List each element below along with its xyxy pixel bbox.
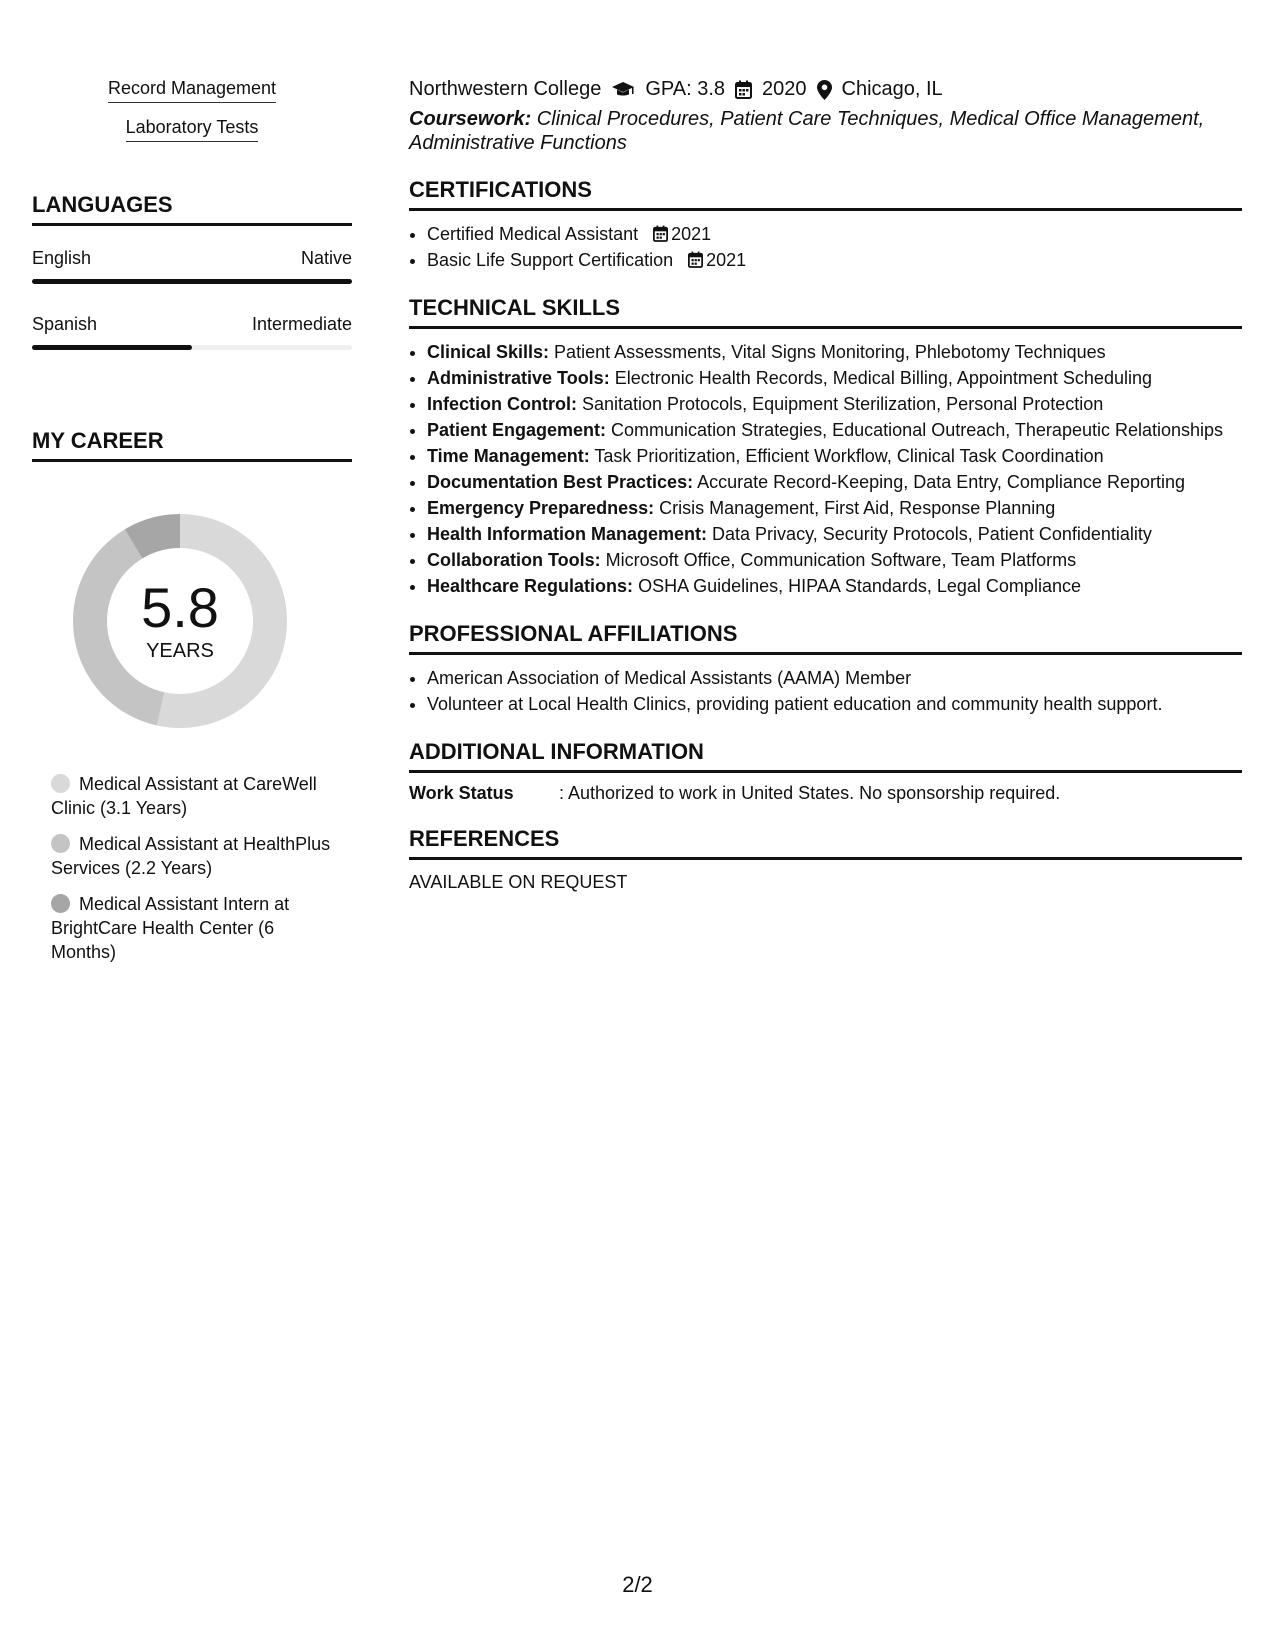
legend-item bbox=[51, 832, 336, 880]
additional-info-heading: ADDITIONAL INFORMATION bbox=[409, 739, 1242, 773]
skill-category: Emergency Preparedness: bbox=[427, 498, 655, 518]
certifications-heading: CERTIFICATIONS bbox=[409, 177, 1242, 211]
coursework-list: Clinical Procedures, Patient Care Techniques, Medical Office Management, Administrative Functions bbox=[409, 108, 1205, 154]
gpa: GPA: 3.8 bbox=[645, 78, 725, 100]
skill-item bbox=[427, 573, 1242, 599]
affiliations-list bbox=[409, 665, 1242, 717]
skill-details: Electronic Health Records, Medical Billing, Appointment Scheduling bbox=[609, 368, 1152, 388]
skill-item bbox=[427, 417, 1242, 443]
calendar-icon bbox=[688, 247, 703, 273]
skill-category: Collaboration Tools: bbox=[427, 550, 601, 570]
career-donut-chart bbox=[65, 506, 295, 736]
work-status-label: Work Status bbox=[409, 783, 514, 803]
location-pin-icon bbox=[817, 80, 832, 100]
skill-tag: Record Management bbox=[108, 78, 276, 103]
skill-tag: Laboratory Tests bbox=[126, 117, 259, 142]
language-proficiency-bar bbox=[32, 279, 352, 284]
page-number: 2/2 bbox=[622, 1572, 653, 1597]
legend-item bbox=[51, 892, 336, 964]
calendar-icon bbox=[735, 80, 752, 99]
skill-item bbox=[427, 339, 1242, 365]
skill-category: Health Information Management: bbox=[427, 524, 708, 544]
certification-year: 2021 bbox=[671, 224, 712, 244]
skill-category: Administrative Tools: bbox=[427, 368, 610, 388]
school-name: Northwestern College bbox=[409, 78, 602, 100]
certification-name: Basic Life Support Certification bbox=[427, 250, 674, 270]
education-line bbox=[409, 78, 1242, 101]
right-column bbox=[409, 78, 1242, 893]
work-status bbox=[409, 783, 1242, 804]
career-legend bbox=[51, 772, 336, 964]
skill-item bbox=[427, 469, 1242, 495]
legend-swatch bbox=[51, 894, 70, 913]
legend-item bbox=[51, 772, 336, 820]
skill-details: Data Privacy, Security Protocols, Patient Confidentiality bbox=[707, 524, 1152, 544]
skill-details: Microsoft Office, Communication Software, Team Platforms bbox=[600, 550, 1077, 570]
coursework bbox=[409, 107, 1242, 155]
skill-category: Infection Control: bbox=[427, 394, 577, 414]
references-heading: REFERENCES bbox=[409, 826, 1242, 860]
skill-item bbox=[427, 365, 1242, 391]
language-proficiency-bar bbox=[32, 345, 352, 350]
skill-category: Time Management: bbox=[427, 446, 590, 466]
certification-item bbox=[427, 221, 1242, 247]
graduation-cap-icon bbox=[611, 81, 635, 99]
technical-skills-heading: TECHNICAL SKILLS bbox=[409, 295, 1242, 329]
legend-swatch bbox=[51, 834, 70, 853]
references-text: AVAILABLE ON REQUEST bbox=[409, 872, 628, 892]
skill-details: Accurate Record-Keeping, Data Entry, Compliance Reporting bbox=[693, 472, 1185, 492]
language-proficiency-fill bbox=[32, 345, 192, 350]
language-level: Native bbox=[300, 248, 352, 268]
skill-details: OSHA Guidelines, HIPAA Standards, Legal Compliance bbox=[633, 576, 1081, 596]
language-item bbox=[32, 314, 352, 350]
career-heading: MY CAREER bbox=[32, 428, 352, 462]
certification-year: 2021 bbox=[706, 250, 747, 270]
school-location: Chicago, IL bbox=[841, 78, 943, 100]
language-level: Intermediate bbox=[251, 314, 352, 334]
affiliation-item: • American Association of Medical Assistants (AAMA) Member bbox=[427, 665, 1242, 691]
career-total-unit: YEARS bbox=[146, 640, 214, 662]
skill-item bbox=[427, 495, 1242, 521]
skill-category: Clinical Skills: bbox=[427, 342, 550, 362]
certification-name: Certified Medical Assistant bbox=[427, 224, 639, 244]
skill-details: Communication Strategies, Educational Outreach, Therapeutic Relationships bbox=[606, 420, 1224, 440]
graduation-year: 2020 bbox=[762, 78, 807, 100]
legend-label: Medical Assistant Intern at BrightCare Health Center (6 Months) bbox=[51, 894, 290, 962]
skill-category: Documentation Best Practices: bbox=[427, 472, 694, 492]
skill-category: Healthcare Regulations: bbox=[427, 576, 634, 596]
language-name: English bbox=[32, 248, 92, 268]
legend-label: Medical Assistant at HealthPlus Services (2.2 Years) bbox=[51, 834, 331, 878]
skill-item bbox=[427, 521, 1242, 547]
language-name: Spanish bbox=[32, 314, 98, 334]
language-proficiency-fill bbox=[32, 279, 352, 284]
skill-details: Patient Assessments, Vital Signs Monitoring, Phlebotomy Techniques bbox=[549, 342, 1106, 362]
calendar-icon bbox=[653, 221, 668, 247]
work-status-value: : Authorized to work in United States. No sponsorship required. bbox=[559, 783, 1061, 803]
certifications-list bbox=[409, 221, 1242, 273]
legend-label: Medical Assistant at CareWell Clinic (3.1 Years) bbox=[51, 774, 317, 818]
certification-item bbox=[427, 247, 1242, 273]
affiliation-item: • Volunteer at Local Health Clinics, providing patient education and community health support. bbox=[427, 691, 1242, 717]
left-column bbox=[32, 78, 352, 976]
coursework-label: Coursework: bbox=[409, 108, 532, 130]
technical-skills-list bbox=[409, 339, 1242, 599]
career-total-years: 5.8 bbox=[141, 576, 219, 639]
skill-item bbox=[427, 443, 1242, 469]
languages-heading: LANGUAGES bbox=[32, 192, 352, 226]
skill-details: Task Prioritization, Efficient Workflow, Clinical Task Coordination bbox=[589, 446, 1104, 466]
language-item bbox=[32, 248, 352, 284]
skill-item bbox=[427, 547, 1242, 573]
affiliations-heading: PROFESSIONAL AFFILIATIONS bbox=[409, 621, 1242, 655]
skill-item bbox=[427, 391, 1242, 417]
skill-category: Patient Engagement: bbox=[427, 420, 607, 440]
skill-details: Crisis Management, First Aid, Response Planning bbox=[654, 498, 1056, 518]
legend-swatch bbox=[51, 774, 70, 793]
skill-details: Sanitation Protocols, Equipment Sterilization, Personal Protection bbox=[576, 394, 1104, 414]
skill-tags bbox=[32, 78, 352, 142]
